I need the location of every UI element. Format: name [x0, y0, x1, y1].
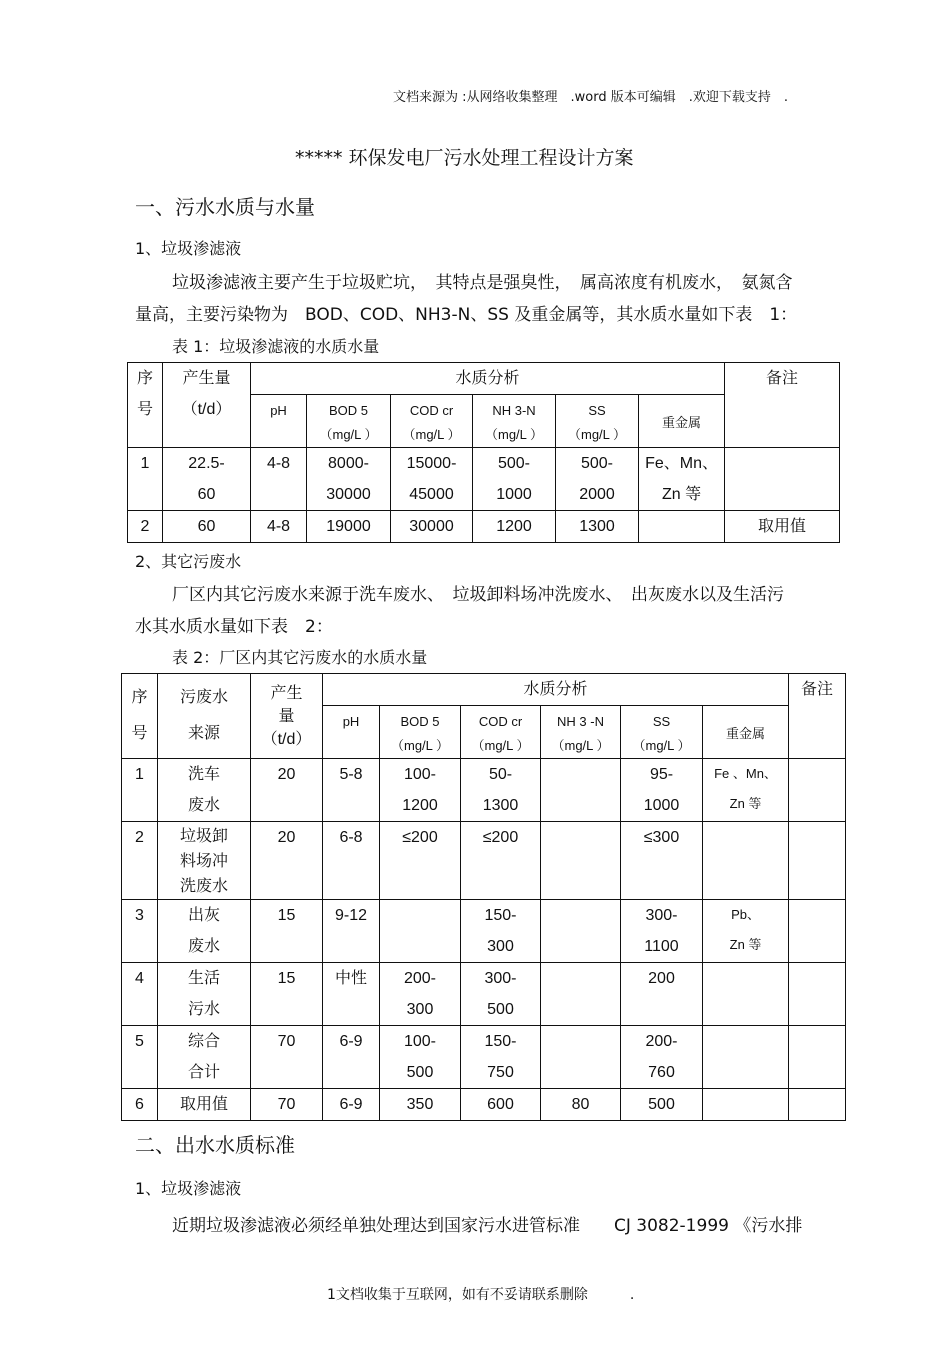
t2-cell: 200- 760	[621, 1026, 703, 1089]
t2-cell: 300- 500	[461, 963, 541, 1026]
t2-cell: 1	[122, 759, 158, 822]
t2-header-amount: 产生 量 （t/d）	[251, 674, 323, 759]
paragraph-2-line-1: 厂区内其它污废水来源于洗车废水、 垃圾卸料场冲洗废水、 出灰废水以及生活污	[172, 585, 784, 605]
t1-cell: 1300	[556, 511, 639, 543]
t2-cell: 70	[251, 1026, 323, 1089]
t2-cell	[541, 1026, 621, 1089]
t2-cell	[789, 759, 846, 822]
t1-cell: 22.5- 60	[163, 448, 251, 511]
t2-header-metal: 重金属	[703, 706, 789, 759]
t1-header-nh3: NH 3-N （mg/L ）	[473, 395, 556, 448]
t1-header-metal: 重金属	[639, 395, 725, 448]
t2-cell: 中性	[323, 963, 380, 1026]
t2-cell: 100- 500	[380, 1026, 461, 1089]
t2-cell: 生活 污水	[158, 963, 251, 1026]
t2-cell: 6-9	[323, 1089, 380, 1121]
t1-header-amount: 产生量 （t/d）	[163, 363, 251, 448]
t2-cell: 3	[122, 900, 158, 963]
t2-cell: 20	[251, 759, 323, 822]
paragraph-2-line-2: 水其水质水量如下表 2：	[135, 617, 333, 637]
t2-cell: 350	[380, 1089, 461, 1121]
page-footer: 1文档收集于互联网，如有不妥请联系删除 .	[327, 1287, 635, 1303]
t2-cell: 300- 1100	[621, 900, 703, 963]
t2-cell: 50- 1300	[461, 759, 541, 822]
t2-cell: 5-8	[323, 759, 380, 822]
t2-cell: 6-9	[323, 1026, 380, 1089]
t2-cell: 100- 1200	[380, 759, 461, 822]
t2-cell: Pb、 Zn 等	[703, 900, 789, 963]
t2-cell: 洗车 废水	[158, 759, 251, 822]
page-header-note: 文档来源为 :从网络收集整理 .word 版本可编辑 .欢迎下载支持 .	[393, 90, 788, 105]
t1-header-ph: pH	[251, 395, 307, 448]
t2-cell	[703, 1026, 789, 1089]
t2-cell: 出灰 废水	[158, 900, 251, 963]
t2-cell: 95- 1000	[621, 759, 703, 822]
table-row	[122, 900, 846, 963]
t2-header-cod: COD cr （mg/L ）	[461, 706, 541, 759]
t1-header-cod: COD cr （mg/L ）	[391, 395, 473, 448]
t2-header-nh3: NH 3 -N （mg/L ）	[541, 706, 621, 759]
t2-cell: ≤200	[461, 822, 541, 900]
t2-cell: 综合 合计	[158, 1026, 251, 1089]
table-row	[128, 448, 840, 511]
t2-cell	[789, 900, 846, 963]
t2-cell: 2	[122, 822, 158, 900]
t2-cell: 200- 300	[380, 963, 461, 1026]
table-2	[121, 673, 846, 1121]
t2-cell: 80	[541, 1089, 621, 1121]
t2-cell	[703, 822, 789, 900]
t1-cell: 60	[163, 511, 251, 543]
t2-header-ss: SS （mg/L ）	[621, 706, 703, 759]
t2-cell	[541, 900, 621, 963]
t2-cell: 取用值	[158, 1089, 251, 1121]
subsection-heading-1: 1、垃圾渗滤液	[135, 239, 242, 258]
paragraph-3-line-1: 近期垃圾渗滤液必须经单独处理达到国家污水进管标准 CJ 3082-1999 《污水排	[172, 1216, 803, 1236]
t2-cell: 6	[122, 1089, 158, 1121]
section-heading-2: 二、出水水质标准	[135, 1133, 295, 1157]
t1-cell: 1	[128, 448, 163, 511]
t2-cell	[789, 963, 846, 1026]
t2-header-ph: pH	[323, 706, 380, 759]
t1-cell: Fe、Mn、 Zn 等	[639, 448, 725, 511]
t1-header-ss: SS （mg/L ）	[556, 395, 639, 448]
t2-cell	[789, 1026, 846, 1089]
t2-cell: 150- 750	[461, 1026, 541, 1089]
table-2-caption: 表 2：厂区内其它污废水的水质水量	[172, 648, 428, 667]
t1-header-quality: 水质分析	[251, 363, 725, 395]
t1-cell	[639, 511, 725, 543]
t1-header-seq: 序 号	[128, 363, 163, 448]
t2-cell: 500	[621, 1089, 703, 1121]
t2-header-source: 污废水 来源	[158, 674, 251, 759]
table-row	[122, 822, 846, 900]
t1-cell: 30000	[391, 511, 473, 543]
t2-header-bod: BOD 5 （mg/L ）	[380, 706, 461, 759]
t1-cell: 1200	[473, 511, 556, 543]
table-row	[122, 1026, 846, 1089]
table-1-caption: 表 1：垃圾渗滤液的水质水量	[172, 337, 380, 356]
paragraph-1-line-2: 量高，主要污染物为 BOD、COD、NH3-N、SS 及重金属等，其水质水量如下表 1：	[135, 305, 798, 325]
t1-cell: 19000	[307, 511, 391, 543]
t2-header-seq: 序 号	[122, 674, 158, 759]
document-title: ***** 环保发电厂污水处理工程设计方案	[295, 147, 634, 169]
t2-cell: ≤300	[621, 822, 703, 900]
t2-cell: 200	[621, 963, 703, 1026]
t1-cell: 4-8	[251, 448, 307, 511]
t2-cell	[703, 1089, 789, 1121]
t2-cell: 垃圾卸 料场冲 洗废水	[158, 822, 251, 900]
t1-cell: 8000- 30000	[307, 448, 391, 511]
table-row	[122, 963, 846, 1026]
t2-cell: 15	[251, 900, 323, 963]
t2-cell	[380, 900, 461, 963]
t2-cell: 600	[461, 1089, 541, 1121]
t2-cell: ≤200	[380, 822, 461, 900]
subsection-heading-2: 2、其它污废水	[135, 552, 242, 571]
t1-header-bod: BOD 5 （mg/L ）	[307, 395, 391, 448]
t1-cell	[725, 448, 840, 511]
t2-cell: Fe 、Mn、 Zn 等	[703, 759, 789, 822]
t1-cell: 500- 2000	[556, 448, 639, 511]
table-1	[127, 362, 840, 543]
table-row	[122, 1089, 846, 1121]
t2-cell	[789, 1089, 846, 1121]
t2-cell: 4	[122, 963, 158, 1026]
t2-cell: 20	[251, 822, 323, 900]
t2-cell	[541, 963, 621, 1026]
t1-cell: 15000- 45000	[391, 448, 473, 511]
t1-cell: 4-8	[251, 511, 307, 543]
t1-cell: 500- 1000	[473, 448, 556, 511]
t1-cell: 取用值	[725, 511, 840, 543]
t2-cell: 9-12	[323, 900, 380, 963]
t2-cell: 70	[251, 1089, 323, 1121]
paragraph-1-line-1: 垃圾渗滤液主要产生于垃圾贮坑， 其特点是强臭性， 属高浓度有机废水， 氨氮含	[172, 273, 793, 293]
t1-cell: 2	[128, 511, 163, 543]
t2-cell: 150- 300	[461, 900, 541, 963]
table-row	[122, 759, 846, 822]
t2-cell: 6-8	[323, 822, 380, 900]
subsection-heading-3: 1、垃圾渗滤液	[135, 1179, 242, 1198]
table-row	[128, 511, 840, 543]
t2-cell	[541, 759, 621, 822]
t2-cell	[789, 822, 846, 900]
t2-header-remark: 备注	[789, 674, 846, 759]
t1-header-remark: 备注	[725, 363, 840, 448]
t2-cell: 5	[122, 1026, 158, 1089]
section-heading-1: 一、污水水质与水量	[135, 195, 315, 219]
t2-cell	[703, 963, 789, 1026]
t2-cell: 15	[251, 963, 323, 1026]
t2-cell	[541, 822, 621, 900]
t2-header-quality: 水质分析	[323, 674, 789, 706]
